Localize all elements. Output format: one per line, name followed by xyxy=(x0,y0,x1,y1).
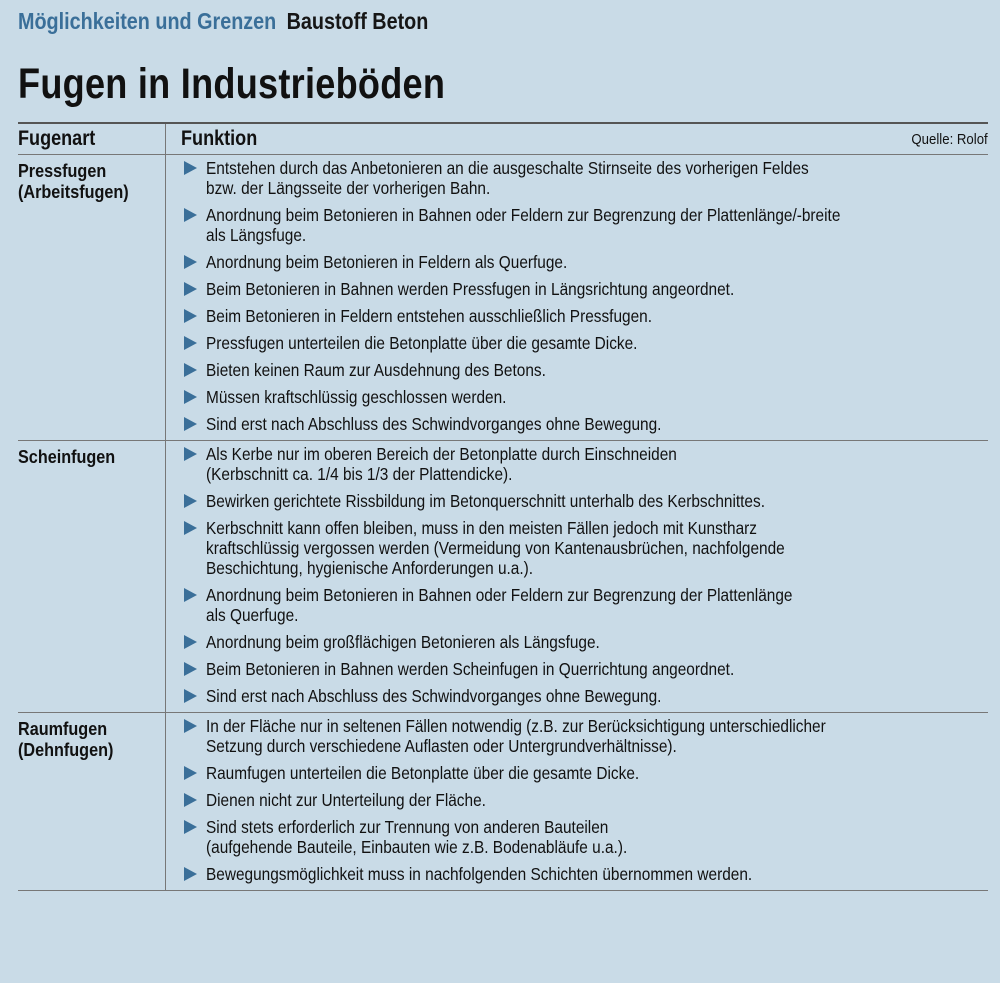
list-item xyxy=(182,414,989,434)
list-item xyxy=(182,205,989,245)
table-row xyxy=(18,155,988,441)
list-item xyxy=(182,686,989,706)
list-item-text: Bewirken gerichtete Rissbildung im Betonquerschnitt unterhalb des Kerbschnittes. xyxy=(205,491,765,511)
kicker xyxy=(18,8,852,42)
series-label: Möglichkeiten und Grenzen xyxy=(18,8,277,34)
list-item xyxy=(182,252,989,272)
triangle-right-icon xyxy=(184,689,197,703)
list-item xyxy=(182,763,989,783)
triangle-right-icon xyxy=(184,282,197,296)
list-item xyxy=(182,306,989,326)
list-item-text: Bieten keinen Raum zur Ausdehnung des Betons. xyxy=(205,360,546,380)
list-item-text: Sind erst nach Abschluss des Schwindvorganges ohne Bewegung. xyxy=(205,686,661,706)
column-header-type: Fugenart xyxy=(18,123,165,155)
triangle-right-icon xyxy=(184,521,197,535)
triangle-right-icon xyxy=(184,662,197,676)
list-item-text: Bewegungsmöglichkeit muss in nachfolgenden Schichten übernommen werden. xyxy=(205,864,752,884)
list-item-text: Sind erst nach Abschluss des Schwindvorganges ohne Bewegung. xyxy=(205,414,661,434)
list-item-text: Anordnung beim großflächigen Betonieren als Längsfuge. xyxy=(205,632,600,652)
triangle-right-icon xyxy=(184,447,197,461)
triangle-right-icon xyxy=(184,719,197,733)
column-header-function: Funktion Quelle: Rolof xyxy=(165,123,988,155)
list-item xyxy=(182,817,989,857)
joints-table xyxy=(18,122,988,891)
list-item-text: Anordnung beim Betonieren in Bahnen oder Feldern zur Begrenzung der Plattenlänge als Querfuge. xyxy=(205,585,792,625)
list-item xyxy=(182,158,989,198)
table-header-row xyxy=(18,123,988,155)
list-item-text: Als Kerbe nur im oberen Bereich der Betonplatte durch Einschneiden (Kerbschnitt ca. 1/4 bis 1/3 der Plattendicke). xyxy=(205,444,677,484)
joint-type-label: Raumfugen (Dehnfugen) xyxy=(18,719,114,760)
list-item-text: Dienen nicht zur Unterteilung der Fläche. xyxy=(205,790,486,810)
function-cell xyxy=(165,713,988,891)
list-item-text: Anordnung beim Betonieren in Feldern als Querfuge. xyxy=(205,252,567,272)
function-cell xyxy=(165,441,988,713)
triangle-right-icon xyxy=(184,766,197,780)
list-item-text: Anordnung beim Betonieren in Bahnen oder Feldern zur Begrenzung der Plattenlänge/-breite als Längsfuge. xyxy=(205,205,840,245)
list-item xyxy=(182,632,989,652)
triangle-right-icon xyxy=(184,793,197,807)
triangle-right-icon xyxy=(184,494,197,508)
function-list xyxy=(182,444,989,706)
triangle-right-icon xyxy=(184,820,197,834)
list-item xyxy=(182,491,989,511)
function-list xyxy=(182,716,989,884)
list-item-text: In der Fläche nur in seltenen Fällen notwendig (z.B. zur Berücksichtigung unterschiedlicher Setzung durch verschiedene Auflasten oder Untergrundverhältnisse). xyxy=(205,716,826,756)
list-item xyxy=(182,387,989,407)
triangle-right-icon xyxy=(184,390,197,404)
list-item xyxy=(182,360,989,380)
triangle-right-icon xyxy=(184,363,197,377)
source-note: Quelle: Rolof xyxy=(911,131,988,148)
triangle-right-icon xyxy=(184,588,197,602)
joint-type-label: Scheinfugen xyxy=(18,447,116,467)
list-item xyxy=(182,333,989,353)
list-item-text: Müssen kraftschlüssig geschlossen werden. xyxy=(205,387,506,407)
triangle-right-icon xyxy=(184,867,197,881)
triangle-right-icon xyxy=(184,635,197,649)
triangle-right-icon xyxy=(184,417,197,431)
list-item xyxy=(182,518,989,578)
list-item xyxy=(182,659,989,679)
triangle-right-icon xyxy=(184,161,197,175)
triangle-right-icon xyxy=(184,255,197,269)
joint-type-cell xyxy=(18,155,165,441)
list-item xyxy=(182,790,989,810)
topic-label: Baustoff Beton xyxy=(286,8,429,34)
list-item-text: Pressfugen unterteilen die Betonplatte über die gesamte Dicke. xyxy=(205,333,637,353)
function-cell xyxy=(165,155,988,441)
table-row xyxy=(18,441,988,713)
page-title: Fugen in Industrieböden xyxy=(18,60,446,108)
list-item-text: Entstehen durch das Anbetonieren an die ausgeschalte Stirnseite des vorherigen Feldes bzw. der Längsseite der vorherigen Bahn. xyxy=(205,158,809,198)
list-item xyxy=(182,444,989,484)
joint-type-label: Pressfugen (Arbeitsfugen) xyxy=(18,161,129,202)
joint-type-cell xyxy=(18,713,165,891)
list-item xyxy=(182,279,989,299)
triangle-right-icon xyxy=(184,309,197,323)
list-item-text: Sind stets erforderlich zur Trennung von anderen Bauteilen (aufgehende Bauteile, Einbauten wie z.B. Bodenabläufe u.a.). xyxy=(205,817,627,857)
list-item-text: Beim Betonieren in Bahnen werden Pressfugen in Längsrichtung angeordnet. xyxy=(205,279,734,299)
table-row xyxy=(18,713,988,891)
triangle-right-icon xyxy=(184,336,197,350)
table-body xyxy=(18,155,988,891)
triangle-right-icon xyxy=(184,208,197,222)
list-item-text: Kerbschnitt kann offen bleiben, muss in den meisten Fällen jedoch mit Kunstharz kraftschlüssig vergossen werden (Vermeidung von Kantenausbrüchen, nachfolgende Beschichtung, hygienische Anforderungen u.a.). xyxy=(205,518,785,578)
list-item-text: Beim Betonieren in Feldern entstehen ausschließlich Pressfugen. xyxy=(205,306,652,326)
list-item xyxy=(182,716,989,756)
joint-type-cell xyxy=(18,441,165,713)
function-list xyxy=(182,158,989,434)
list-item-text: Raumfugen unterteilen die Betonplatte über die gesamte Dicke. xyxy=(205,763,639,783)
list-item xyxy=(182,864,989,884)
list-item xyxy=(182,585,989,625)
list-item-text: Beim Betonieren in Bahnen werden Scheinfugen in Querrichtung angeordnet. xyxy=(205,659,734,679)
